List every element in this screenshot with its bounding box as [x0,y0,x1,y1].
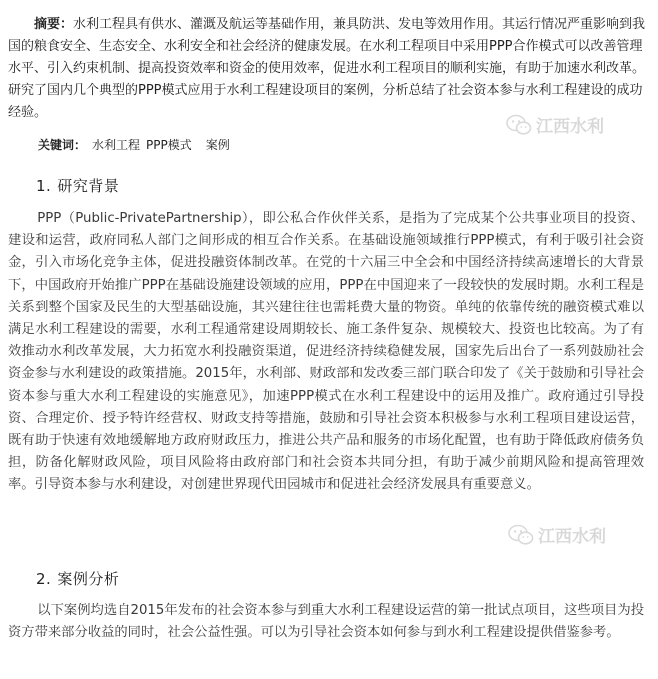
keywords [38,136,230,154]
keywords-label: 关键词： [38,138,87,152]
section-heading [36,176,119,196]
section-paragraph: 以下案例均选自2015年发布的社会资本参与到重大水利工程建设运营的第一批试点项目，这些项目为投资方带来部分收益的同时，社会公益性强。可以为引导社会资本如何参与到水利工程建设提供借鉴参考。 [8,603,644,641]
section-title: 案例分析 [57,570,120,588]
wechat-icon [506,114,532,136]
wechat-icon [508,524,534,546]
section-number: 2. [36,570,52,588]
abstract [8,14,648,124]
section-number: 1. [36,177,52,195]
section-title: 研究背景 [57,177,120,195]
section-heading [36,569,119,589]
watermark-text: 江西水利 [538,527,606,547]
watermark-middle [508,522,606,547]
watermark-text: 江西水利 [536,117,604,137]
section-paragraph: PPP（Public-PrivatePartnership），即公私合作伙伴关系，是指为了完成某个公共事业项目的投资、建设和运营，政府同私人部门之间形成的相互合作关系。在基础设施领域推行PPP模式，有利于吸引社会资金，引入市场化竞争主体，促进投融资体制改革。在党的十六届三中全会和中国经济持续高速增长的大背景下，中国政府开始推广PPP在基础设施建设领域的应用，PPP在中国迎来了一段较快的发展时期。水利工程是关系到整个国家及民生的大型基础设施，其兴建往往也需耗费大量的物资。单纯的依靠传统的融资模式难以满足水利工程建设的需要，水利工程通常建设周期较长、施工条件复杂、规模较大、投资也比较高。为了有效推动水利改革发展，大力拓宽水利投融资渠道，促进经济持续稳健发展，国家先后出台了一系列鼓励社会资金参与水利建设的政策措施。2015年，水利部、财政部和发改委三部门联合印发了《关于鼓励和引导社会资本参与重大水利工程建设的实施意见》，加速PPP模式在水利工程建设中的运用及推广。政府通过引导投资、合理定价、授予特许经营权、财政支持等措施，鼓励和引导社会资本积极参与水利工程项目建设运营，既有助于快速有效地缓解地方政府财政压力，推进公共产品和服务的市场化配置，也有助于降低政府债务负担，防备化解财政风险，项目风险将由政府部门和社会资本共同分担，有助于减少前期风险和提高管理效率。引导资本参与水利建设，对创建世界现代田园城市和促进社会经济发展具有重要意义。 [8,211,644,493]
keyword-item: PPP模式 [146,138,192,152]
keyword-item: 水利工程 [92,138,141,152]
abstract-label: 摘要： [34,17,74,32]
keyword-item: 案例 [205,138,230,152]
abstract-text: 水利工程具有供水、灌溉及航运等基础作用，兼具防洪、发电等效用作用。其运行情况严重影响到我国的粮食安全、生态安全、水利安全和社会经济的健康发展。在水利工程项目中采用PPP合作模式可以改善管理水平、引入约束机制、提高投资效率和资金的使用效率，促进水利工程项目的顺利实施，有助于加速水利改革。研究了国内几个典型的PPP模式应用于水利工程建设项目的案例，分析总结了社会资本参与水利工程建设的成功经验。 [8,17,646,120]
watermark-top [506,112,604,137]
